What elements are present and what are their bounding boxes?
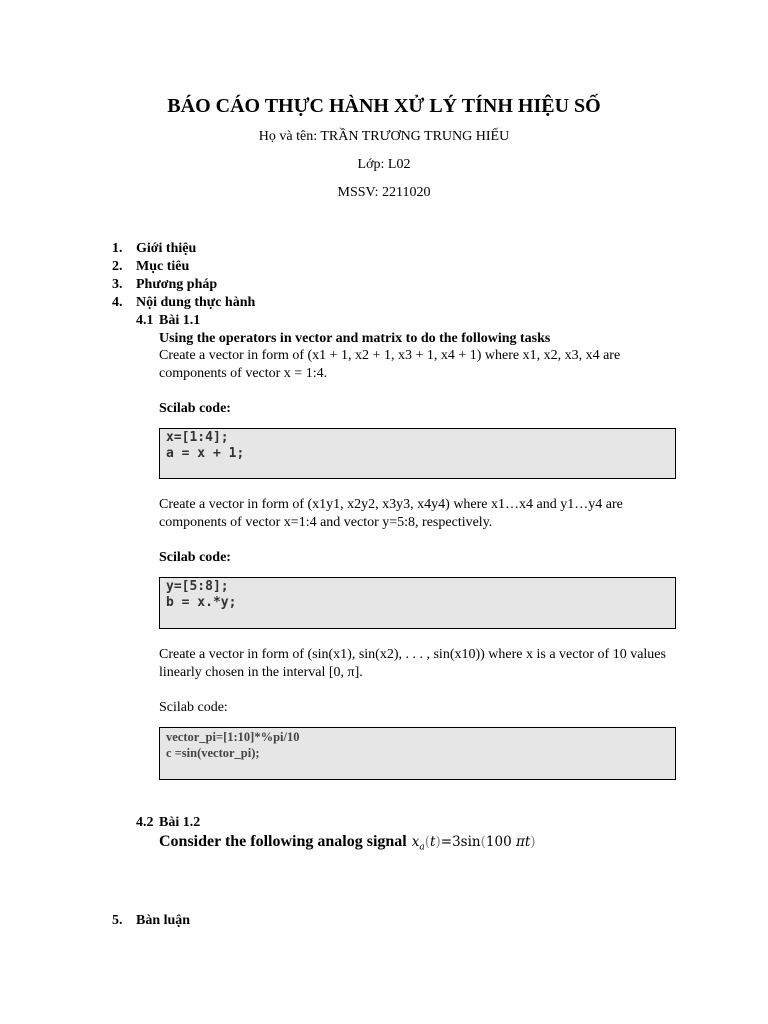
- signal-text: Consider the following analog signal: [159, 833, 407, 850]
- toc-num-2: 2.: [112, 259, 123, 274]
- code-block-3: [159, 727, 676, 780]
- toc-item-discussion: Bàn luận: [136, 913, 191, 928]
- code3-line2: c =sin(vector_pi);: [166, 746, 260, 760]
- toc-item-intro: Giới thiệu: [136, 241, 197, 256]
- toc-num-5: 5.: [112, 913, 123, 928]
- signal-formula: $x_a(t)=3\sin(100$ πt): [411, 834, 536, 853]
- code2-line1: y=[5:8];: [166, 579, 229, 594]
- section-4-2-num: 4.2: [136, 815, 154, 830]
- code-label-2: Scilab code:: [159, 550, 231, 565]
- code-block-1: [159, 428, 676, 479]
- document-title: BÁO CÁO THỰC HÀNH XỬ LÝ TÍNH HIỆU SỐ: [167, 95, 601, 117]
- toc-item-content: Nội dung thực hành: [136, 295, 256, 310]
- section-4-1-heading: Using the operators in vector and matrix to do the following tasks: [159, 331, 551, 346]
- class-line: Lớp: L02: [357, 157, 411, 172]
- code1-line2: a = x + 1;: [166, 446, 245, 461]
- toc-num-1: 1.: [112, 241, 123, 256]
- code1-line1: x=[1:4];: [166, 430, 229, 445]
- task1-line2: components of vector x = 1:4.: [159, 366, 328, 381]
- task2-line1: Create a vector in form of (x1y1, x2y2, x3y3, x4y4) where x1…x4 and y1…y4 are: [159, 497, 623, 512]
- code3-line1: vector_pi=[1:10]*%pi/10: [166, 730, 300, 744]
- toc-item-method: Phương pháp: [136, 277, 218, 292]
- toc-item-goals: Mục tiêu: [136, 259, 190, 274]
- code-block-2: [159, 577, 676, 629]
- task3-line2: linearly chosen in the interval [0, π].: [159, 665, 363, 680]
- analog-signal-statement: [159, 832, 536, 858]
- toc-num-3: 3.: [112, 277, 123, 292]
- code2-line2: b = x.*y;: [166, 595, 237, 610]
- student-name: Họ và tên: TRẦN TRƯƠNG TRUNG HIẾU: [258, 129, 510, 144]
- code-label-1: Scilab code:: [159, 401, 231, 416]
- code-label-3: Scilab code:: [159, 700, 228, 715]
- section-4-1-num: 4.1: [136, 313, 154, 328]
- toc-num-4: 4.: [112, 295, 123, 310]
- section-4-1-label: Bài 1.1: [159, 313, 201, 328]
- task1-line1: Create a vector in form of (x1 + 1, x2 + 1, x3 + 1, x4 + 1) where x1, x2, x3, x4 are: [159, 348, 621, 363]
- task2-line2: components of vector x=1:4 and vector y=5:8, respectively.: [159, 515, 493, 530]
- student-id: MSSV: 2211020: [337, 185, 431, 200]
- section-4-2-label: Bài 1.2: [159, 815, 201, 830]
- task3-line1: Create a vector in form of (sin(x1), sin(x2), . . . , sin(x10)) where x is a vector of 10 values: [159, 647, 666, 662]
